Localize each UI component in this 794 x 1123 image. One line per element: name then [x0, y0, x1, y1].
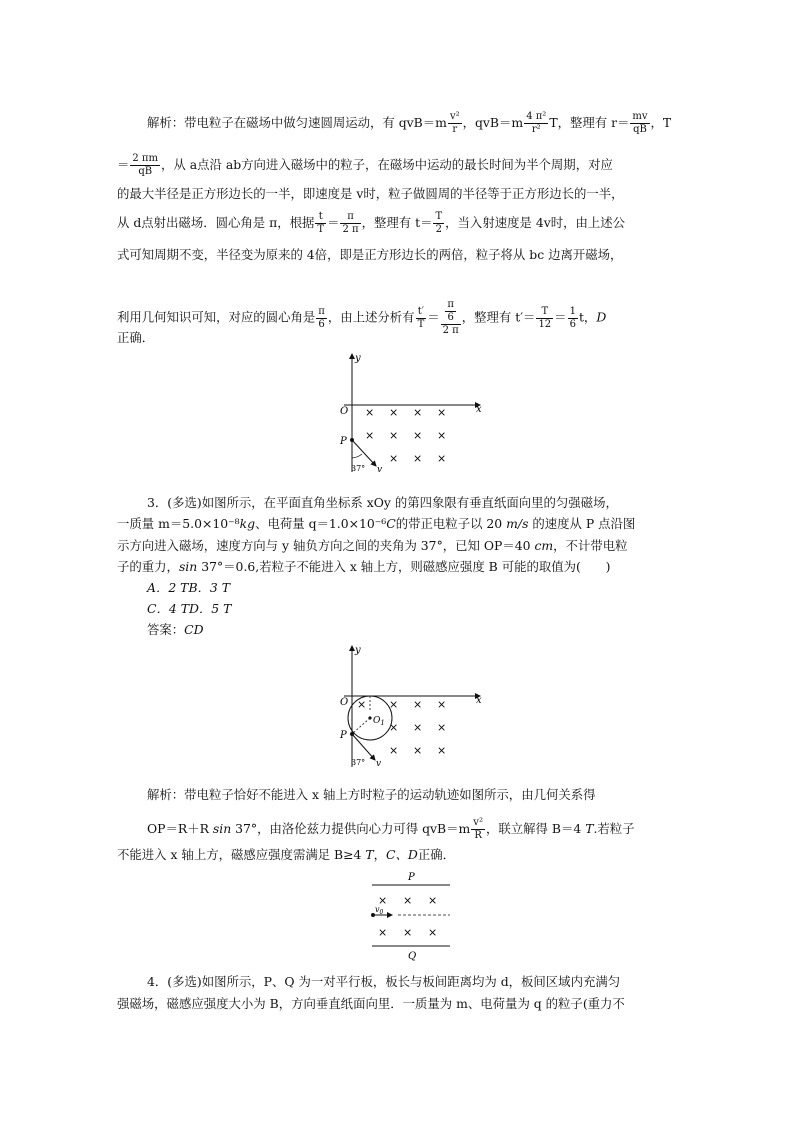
text: t，	[578, 309, 597, 325]
q3-line-2: 一质量 m＝5.0×10⁻⁸kg、电荷量 q＝1.0×10⁻⁶C的带正电粒子以 20 m/s 的速度从 P 点沿图	[117, 516, 636, 531]
svg-text:×: ×	[437, 698, 447, 711]
option-c: C．4 T	[147, 601, 189, 616]
text: ，从 a点沿 ab方向进入磁场中的粒子，在磁场中运动的最长时间为半个周期，对应	[161, 157, 613, 172]
svg-text:×: ×	[413, 429, 423, 442]
radius-line-2	[352, 718, 370, 734]
q3-line-4: 子的重力，sin 37°＝0.6,若粒子不能进入 x 轴上方，则磁感应强度 B 可能的取值为( )	[117, 559, 611, 574]
fraction: $\frac{mv}{qB}$	[632, 111, 648, 135]
text: ＝	[554, 309, 567, 325]
p-label: P	[340, 730, 347, 741]
svg-text:×: ×	[357, 698, 367, 711]
svg-text:×: ×	[389, 744, 399, 757]
svg-text:×: ×	[413, 721, 423, 734]
field-crosses	[365, 406, 446, 465]
field-crosses	[357, 698, 446, 757]
origin-label: O	[340, 697, 349, 708]
figure-1	[330, 350, 490, 475]
fraction: $\frac{\pi}{6}$	[318, 305, 325, 330]
svg-text:×: ×	[413, 406, 423, 419]
svg-text:×: ×	[378, 894, 388, 907]
sol2-line-5: 式可知周期不变，半径变为原来的 4倍，即是正方形边长的两倍，粒子将从 bc 边离开磁场，	[117, 247, 623, 262]
svg-text:×: ×	[389, 698, 399, 711]
v-label: v	[376, 759, 382, 769]
q3-options-ab	[147, 582, 230, 594]
origin-label: O	[340, 406, 349, 417]
plate-p-label: P	[408, 872, 415, 883]
text: 从 d点射出磁场．圆心角是 π，根据	[117, 215, 315, 230]
angle-label: 37°	[351, 464, 366, 473]
svg-text:×: ×	[389, 429, 399, 442]
svg-text:×: ×	[389, 452, 399, 465]
fraction: $\frac{1}{6}$	[569, 305, 576, 330]
sol2-line-3: 的最大半径是正方形边长的一半，即速度是 v时，粒子做圆周的半径等于正方形边长的一半，	[117, 186, 624, 201]
q4-line-1: 4．(多选)如图所示，P、Q 为一对平行板，板长与板间距离均为 d，板间区域内充满匀	[147, 974, 621, 989]
q3-answer: 答案：CD	[147, 622, 204, 637]
figure-2	[330, 642, 490, 770]
o1-label: $O_1$	[373, 716, 385, 727]
svg-text:×: ×	[413, 744, 423, 757]
sol2-line-4	[117, 212, 625, 235]
text: 解析：带电粒子在磁场中做匀速圆周运动，有 qvB＝m	[147, 115, 447, 130]
sol2-line-1	[147, 112, 671, 135]
option-b: B．3 T	[188, 580, 231, 595]
svg-text:×: ×	[413, 452, 423, 465]
svg-text:×: ×	[428, 926, 438, 939]
option-d: D．5 T	[188, 601, 232, 616]
fraction: $\frac{\pi}{2 \pi}$	[342, 211, 359, 235]
x-label: x	[476, 695, 482, 706]
text: T，整理有 r＝	[549, 115, 630, 130]
text: ＝	[427, 309, 440, 325]
fraction: $\frac{T}{2}$	[435, 211, 443, 235]
angle-label: 37°	[351, 758, 366, 767]
text: ，T	[650, 115, 672, 130]
sol2-line-2	[117, 154, 613, 177]
compound-fraction: $\frac{\frac{\pi}{6}}{2 \pi}$	[442, 299, 459, 336]
fraction: $\frac{2 \pi m}{qB}$	[132, 153, 158, 177]
option-a: A．2 T	[147, 580, 189, 595]
sol2-line-6	[117, 300, 606, 336]
svg-text:×: ×	[365, 429, 375, 442]
plate-q-label: Q	[408, 951, 417, 962]
q4-line-2: 强磁场，磁感应强度大小为 B，方向垂直纸面向里．一质量为 m、电荷量为 q 的粒子(重力不	[117, 996, 625, 1011]
field-crosses	[378, 894, 437, 939]
svg-text:×: ×	[378, 926, 388, 939]
v0-label: $v_0$	[375, 905, 384, 916]
svg-text:×: ×	[428, 894, 438, 907]
p-label: P	[340, 436, 347, 447]
svg-text:×: ×	[437, 406, 447, 419]
figure-3	[368, 868, 454, 962]
text: ，整理有 t′＝	[461, 309, 536, 325]
fraction: $\frac{\text{v²}}{r}$	[449, 111, 460, 135]
text: ，由上述分析有	[327, 309, 415, 325]
text: ＝	[327, 215, 340, 230]
svg-text:×: ×	[403, 926, 413, 939]
y-label: y	[355, 353, 361, 364]
text: ，整理有 t＝	[361, 215, 433, 230]
velocity-arrow	[352, 734, 375, 760]
svg-text:×: ×	[437, 452, 447, 465]
svg-text:×: ×	[413, 698, 423, 711]
text: 利用几何知识可知，对应的圆心角是	[117, 309, 316, 325]
angle-arc	[352, 454, 362, 458]
y-label: y	[355, 645, 361, 656]
svg-text:×: ×	[437, 744, 447, 757]
svg-text:×: ×	[403, 894, 413, 907]
fraction: $\frac{T}{12}$	[538, 305, 552, 330]
sol3-line-1: 解析：带电粒子恰好不能进入 x 轴上方时粒子的运动轨迹如图所示，由几何关系得	[147, 787, 596, 802]
text: ，qvB＝m	[462, 115, 524, 130]
svg-text:×: ×	[389, 406, 399, 419]
sol2-line-7: 正确．	[117, 330, 155, 345]
svg-text:×: ×	[389, 721, 399, 734]
fraction: $\frac{\text{4 π²}}{\text{r²}}$	[526, 111, 547, 135]
svg-text:×: ×	[365, 406, 375, 419]
v-label: v	[377, 465, 383, 475]
svg-text:×: ×	[437, 429, 447, 442]
sol3-line-2: OP＝R＋R sin 37°，由洛伦兹力提供向心力可得 qvB＝m $\frac{\text{v²}}{R}$ ，联立解得 B＝4 T.若粒子	[147, 817, 635, 841]
x-label: x	[476, 404, 482, 415]
sol3-line-3: 不能进入 x 轴上方，磁感应强度需满足 B≥4 T，C、D正确．	[117, 847, 456, 862]
text: ＝	[117, 157, 130, 172]
text: ，当入射速度是 4v时，由上述公	[445, 215, 626, 230]
center-o1	[368, 716, 371, 719]
svg-text:×: ×	[437, 721, 447, 734]
q3-options-cd	[147, 603, 231, 615]
fraction: $\frac{t'}{T}$	[417, 305, 425, 330]
q3-line-1: 3．(多选)如图所示，在平面直角坐标系 xOy 的第四象限有垂直纸面向里的匀强磁场，	[147, 495, 618, 510]
q3-line-3: 示方向进入磁场，速度方向与 y 轴负方向之间的夹角为 37°，已知 OP＝40 cm，不计带电粒	[117, 538, 628, 553]
fraction: $\frac{t}{T}$	[317, 211, 325, 235]
text: D	[596, 309, 607, 325]
velocity-arrow	[352, 440, 376, 466]
